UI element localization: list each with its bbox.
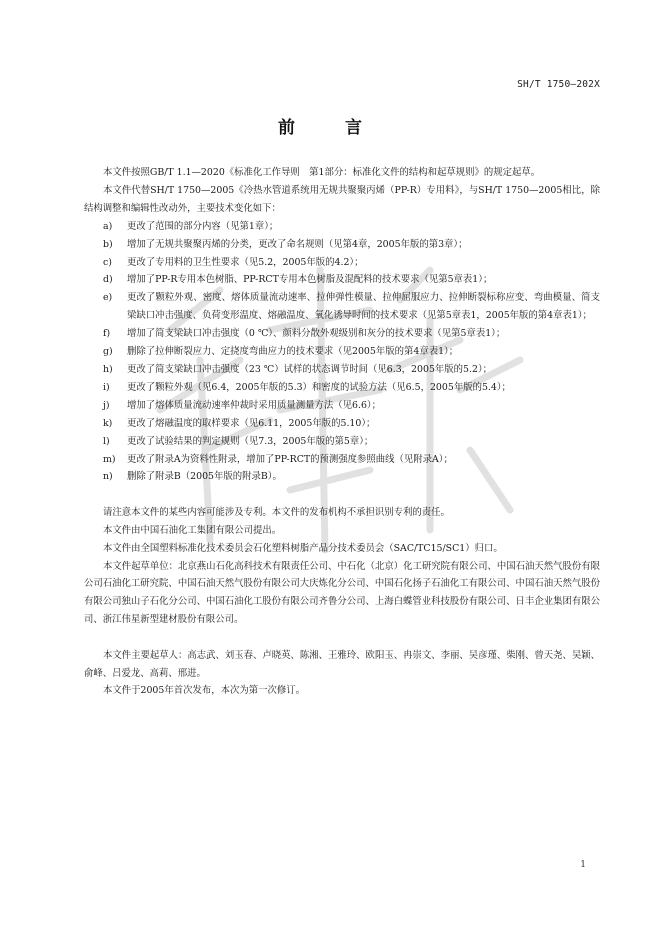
list-marker: g) [103,346,113,358]
list-item [84,397,600,415]
list-item [84,343,600,361]
list-item [84,361,600,379]
list-item [84,325,600,343]
paragraph-spacer [84,486,600,504]
page-number: 1 [580,860,586,870]
list-marker: c) [103,256,112,268]
list-item-text: 更改了专用料的卫生性要求（见5.2，2005年版的4.2）； [127,256,364,268]
list-item [84,271,600,289]
list-item [84,218,600,236]
paragraph-drafting-units: 本文件起草单位：北京燕山石化高科技术有限责任公司、中石化（北京）化工研究院有限公司、中国石油天然气股份有限公司石油化工研究院、中国石油天然气股份有限公司大庆炼化分公司、中国石化扬子石油化工有限公司、中国石油天然气股份有限公司独山子石化分公司、中国石油化工股份有限公司齐鲁分公司、上海白蝶管业科技股份有限公司、日丰企业集团有限公司、浙江伟星新型建材股份有限公司。 [84,560,600,626]
paragraph-committee: 本文件由全国塑料标准化技术委员会石化塑料树脂产品分技术委员会（SAC/TC15/SC1）归口。 [103,542,503,554]
list-item-text: 增加了熔体质量流动速率仲裁时采用质量测量方法（见6.6）； [127,399,381,411]
list-item [84,415,600,433]
list-item-text: 更改了试验结果的判定规则（见7.3，2005年版的第5章）； [127,435,374,447]
paragraph-history: 本文件于2005年首次发布，本次为第一次修订。 [103,685,305,697]
page-title: 前 言 [278,118,384,138]
list-marker: i) [103,381,110,393]
list-item-text: 增加了无规共聚聚丙烯的分类，更改了命名规则（见第4章，2005年版的第3章）； [127,238,468,250]
list-marker: n) [103,471,113,483]
list-marker: l) [103,435,110,447]
list-item [84,289,600,325]
list-item-text: 更改了熔融温度的取样要求（见6.11，2005年版的5.10）； [127,417,376,429]
paragraph-patent-notice: 请注意本文件的某些内容可能涉及专利。本文件的发布机构不承担识别专利的责任。 [103,506,450,518]
list-item [84,236,600,254]
paragraph-spacer [84,629,600,647]
list-item [84,433,600,451]
standard-number: SH/T 1750—202X [517,79,600,90]
list-item-text: 更改了颗粒外观、密度、熔体质量流动速率、拉伸弹性模量、拉伸屈服应力、拉伸断裂标称应变、弯曲模量、简支梁缺口冲击强度、负荷变形温度、熔融温度、氧化诱导时间的技术要求（见第5章表1，2005年版的第4章表1）； [127,292,600,322]
paragraph-proposer: 本文件由中国石油化工集团有限公司提出。 [103,524,282,536]
list-item-text: 删除了附录B（2005年版的附录B）。 [127,471,282,483]
list-marker: f) [103,328,111,340]
list-marker: m) [103,453,116,465]
list-item-text: 增加了简支梁缺口冲击强度（0 ℃）、颜料分散外观级别和灰分的技术要求（见第5章表1）； [127,328,506,340]
list-item [84,254,600,272]
list-marker: e) [103,292,113,304]
list-marker: h) [103,363,113,375]
paragraph-replacement: 本文件代替SH/T 1750—2005《冷热水管道系统用无规共聚聚丙烯（PP-R）专用料》，与SH/T 1750—2005相比，除结构调整和编辑性改动外，主要技术变化如下： [84,184,600,214]
list-item-text: 更改了简支梁缺口冲击强度（23 ℃）试样的状态调节时间（见6.3，2005年版的5.2）； [127,363,493,375]
list-marker: a) [103,220,113,232]
list-item-text: 增加了PP-R专用本色树脂、PP-RCT专用本色树脂及混配料的技术要求（见第5章表1）； [127,274,493,286]
list-item [84,451,600,469]
paragraph-drafters: 本文件主要起草人：高志武、刘玉春、卢晓英、陈湘、王雅玲、欧阳玉、冉崇文、李丽、吴彦瑾、柴刚、曾天尧、吴颖、俞峰、吕爱龙、高莉、邢进。 [84,649,600,679]
list-item [84,379,600,397]
list-marker: j) [103,399,110,411]
list-marker: k) [103,417,113,429]
list-item-text: 删除了拉伸断裂应力、定挠度弯曲应力的技术要求（见2005年版的第4章表1）； [127,346,459,358]
list-item-text: 更改了颗粒外观（见6.4，2005年版的5.3）和密度的试验方法（见6.5，2005年版的5.4）； [127,381,511,393]
paragraph-drafting-rule: 本文件按照GB/T 1.1—2020《标准化工作导则 第1部分：标准化文件的结构和起草规则》的规定起草。 [103,167,541,178]
foreword-body [84,164,600,700]
list-marker: d) [103,274,113,286]
list-marker: b) [103,238,113,250]
list-item-text: 更改了附录A为资料性附录，增加了PP-RCT的预测强度参照曲线（见附录A）； [127,453,453,465]
technical-changes-list [84,218,600,487]
list-item [84,468,600,486]
list-item-text: 更改了范围的部分内容（见第1章）； [127,220,279,232]
